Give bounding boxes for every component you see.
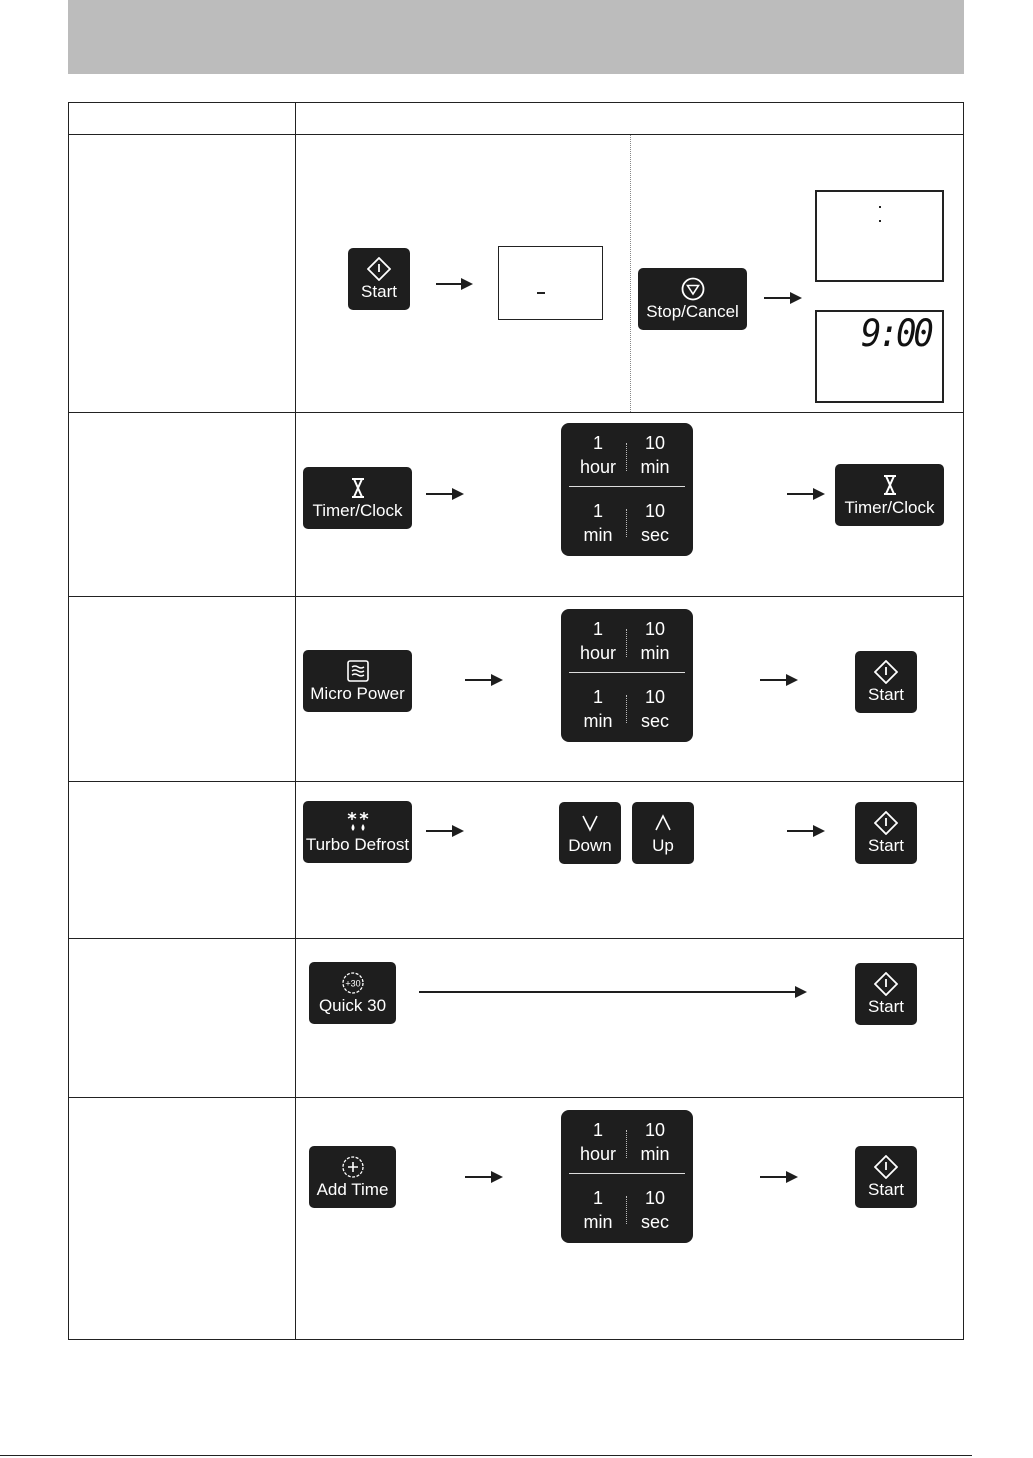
down-button[interactable] [559, 802, 621, 864]
timer-clock-button[interactable] [835, 464, 944, 526]
start-button[interactable] [855, 1146, 917, 1208]
start-label: Start [868, 685, 904, 704]
dial-separator [569, 672, 685, 673]
dial-separator [569, 486, 685, 487]
dial-separator [626, 443, 627, 471]
dial-hour: 1 hour [579, 619, 617, 663]
stop-cancel-button[interactable] [638, 268, 747, 330]
snowflake-drops-icon [345, 810, 371, 834]
start-icon [874, 660, 898, 684]
start-icon [874, 811, 898, 835]
column-divider [295, 103, 296, 1339]
start-label: Start [361, 282, 397, 301]
dial-separator [626, 509, 627, 537]
time-dial[interactable] [561, 1110, 693, 1243]
micro-power-button[interactable] [303, 650, 412, 712]
arrow [465, 1176, 501, 1178]
header-row-divider [69, 134, 963, 135]
clock-readout: 9:00 [861, 312, 931, 356]
dial-10sec: 10 sec [640, 501, 669, 545]
start-icon [874, 1155, 898, 1179]
dial-min: 1 min [583, 1188, 613, 1232]
arrow [465, 679, 501, 681]
arrow [787, 830, 823, 832]
start-icon [367, 257, 391, 281]
row-divider [69, 938, 963, 939]
dial-separator [626, 1196, 627, 1224]
dial-hour: 1 hour [579, 433, 617, 477]
start-label: Start [868, 997, 904, 1016]
arrow [764, 297, 800, 299]
dial-10min: 10 min [640, 1120, 670, 1164]
hourglass-icon [882, 473, 898, 497]
arrow [787, 493, 823, 495]
add-time-icon [341, 1155, 365, 1179]
dial-10min: 10 min [640, 619, 670, 663]
dial-10sec: 10 sec [640, 687, 669, 731]
timer-clock-label: Timer/Clock [312, 501, 403, 520]
dial-hour: 1 hour [579, 1120, 617, 1164]
down-label: Down [568, 836, 612, 855]
timer-clock-button[interactable] [303, 467, 412, 529]
dial-10sec: 10 sec [640, 1188, 669, 1232]
row-divider [69, 1097, 963, 1098]
quick-30-icon [341, 971, 365, 995]
chevron-down-icon [580, 811, 600, 835]
quick-30-label: Quick 30 [318, 996, 387, 1015]
stop-icon [681, 277, 705, 301]
dial-min: 1 min [583, 501, 613, 545]
start-label: Start [868, 1180, 904, 1199]
dial-separator [569, 1173, 685, 1174]
oven-display [498, 246, 603, 320]
start-button[interactable] [855, 651, 917, 713]
dotted-column-divider [630, 135, 631, 412]
start-button[interactable] [855, 963, 917, 1025]
display-dot [879, 206, 881, 208]
dial-separator [626, 629, 627, 657]
long-arrow [419, 991, 805, 993]
dial-min: 1 min [583, 687, 613, 731]
oven-display-clock [815, 310, 944, 403]
up-button[interactable] [632, 802, 694, 864]
svg-text:+30: +30 [344, 978, 361, 989]
stop-cancel-label: Stop/Cancel [646, 302, 739, 321]
arrow [760, 1176, 796, 1178]
header-banner [68, 0, 964, 74]
microwave-wave-icon [347, 659, 369, 683]
display-dot [879, 220, 881, 222]
chevron-up-icon [653, 811, 673, 835]
dial-separator [626, 695, 627, 723]
arrow [436, 283, 471, 285]
add-time-button[interactable] [309, 1146, 396, 1208]
row-divider [69, 412, 963, 413]
timer-clock-label: Timer/Clock [844, 498, 935, 517]
start-button[interactable] [855, 802, 917, 864]
display-dash [537, 292, 545, 294]
oven-display-blank [815, 190, 944, 282]
row-divider [69, 781, 963, 782]
add-time-label: Add Time [316, 1180, 389, 1199]
start-label: Start [868, 836, 904, 855]
dial-10min: 10 min [640, 433, 670, 477]
quick-30-button[interactable] [309, 962, 396, 1024]
hourglass-icon [350, 476, 366, 500]
dial-separator [626, 1130, 627, 1158]
time-dial[interactable] [561, 609, 693, 742]
arrow [426, 830, 462, 832]
turbo-defrost-button[interactable] [303, 801, 412, 863]
arrow [426, 493, 462, 495]
up-label: Up [652, 836, 674, 855]
time-dial[interactable] [561, 423, 693, 556]
start-button[interactable] [348, 248, 410, 310]
row-divider [69, 596, 963, 597]
footer-rule [0, 1455, 972, 1456]
arrow [760, 679, 796, 681]
micro-power-label: Micro Power [310, 684, 405, 703]
turbo-defrost-label: Turbo Defrost [305, 835, 410, 854]
start-icon [874, 972, 898, 996]
